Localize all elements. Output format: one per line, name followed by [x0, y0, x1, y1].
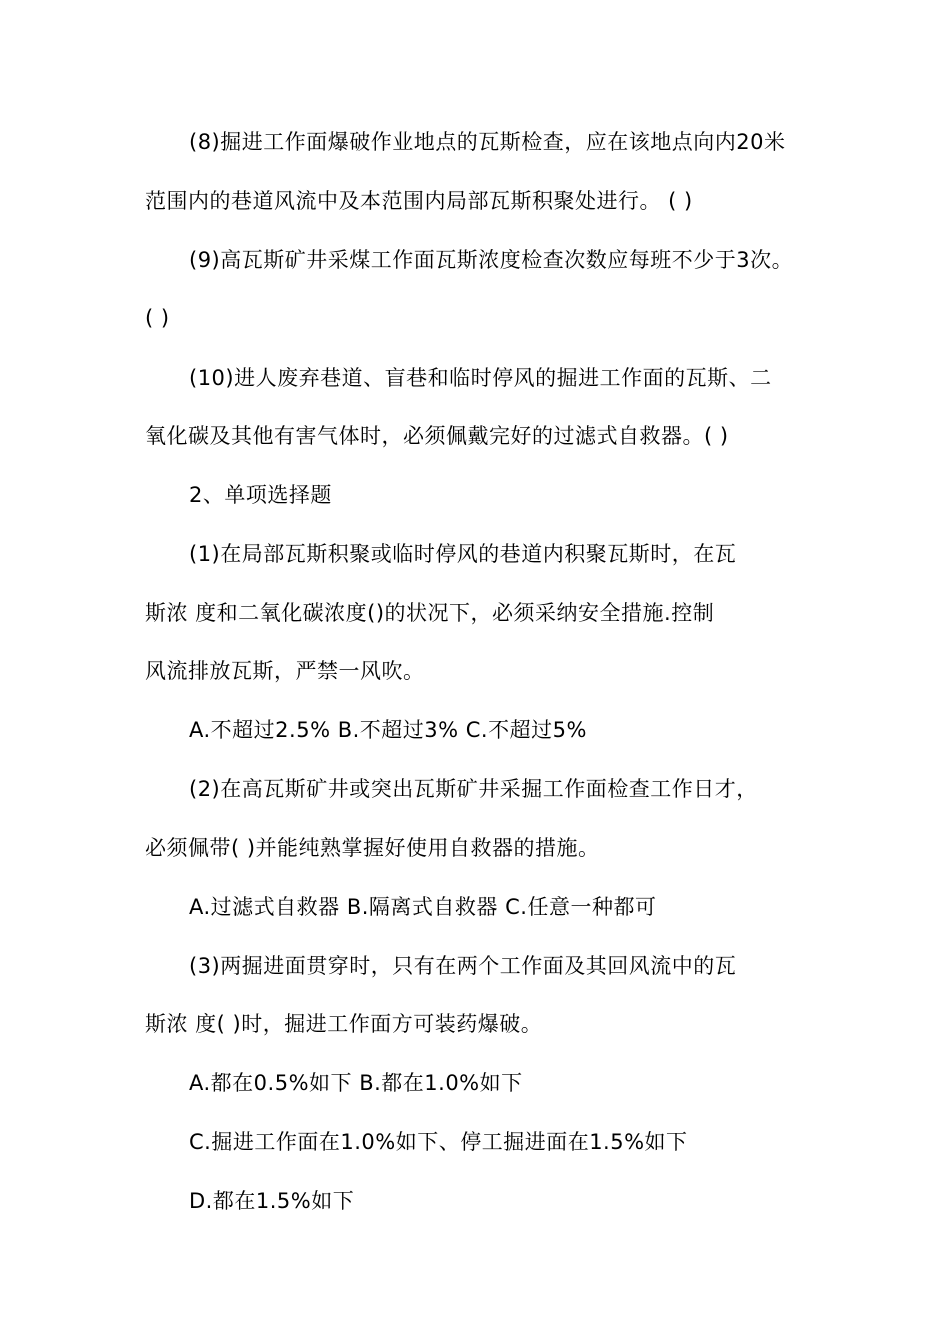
- question-9-line-1: (9)高瓦斯矿井采煤工作面瓦斯浓度检查次数应每班不少于3次。: [189, 248, 794, 272]
- choice-3-option-d: D.都在1.5%如下: [189, 1189, 355, 1213]
- choice-3-option-c: C.掘进工作面在1.0%如下、停工掘进面在1.5%如下: [189, 1130, 688, 1154]
- choice-1-options: A.不超过2.5% B.不超过3% C.不超过5%: [189, 718, 587, 742]
- choice-3-line-1: (3)两掘进面贯穿时，只有在两个工作面及其回风流中的瓦: [189, 954, 737, 978]
- choice-1-line-3: 风流排放瓦斯，严禁一风吹。: [145, 659, 425, 683]
- choice-2-line-1: (2)在高瓦斯矿井或突出瓦斯矿井采掘工作面检查工作日才，: [189, 777, 758, 801]
- choice-2-line-2: 必须佩带( )并能纯熟掌握好使用自救器的措施。: [145, 836, 600, 860]
- question-8-line-2: 范围内的巷道风流中及本范围内局部瓦斯积聚处进行。 ( ): [145, 189, 693, 213]
- question-10-line-2: 氧化碳及其他有害气体时，必须佩戴完好的过滤式自救器。( ): [145, 424, 729, 448]
- choice-1-line-1: (1)在局部瓦斯积聚或临时停风的巷道内积聚瓦斯时，在瓦: [189, 542, 737, 566]
- choice-3-line-2: 斯浓 度( )时，掘进工作面方可装药爆破。: [145, 1012, 543, 1036]
- question-8-line-1: (8)掘进工作面爆破作业地点的瓦斯检查，应在该地点向内20米: [189, 130, 786, 154]
- choice-3-options-ab: A.都在0.5%如下 B.都在1.0%如下: [189, 1071, 523, 1095]
- choice-2-options: A.过滤式自救器 B.隔离式自救器 C.任意一种都可: [189, 895, 657, 919]
- question-9-line-2: ( ): [145, 306, 170, 330]
- section-heading: 2、单项选择题: [189, 483, 332, 507]
- question-10-line-1: (10)进人废弃巷道、盲巷和临时停风的掘进工作面的瓦斯、二: [189, 366, 772, 390]
- choice-1-line-2: 斯浓 度和二氧化碳浓度()的状况下，必须采纳安全措施.控制: [145, 601, 715, 625]
